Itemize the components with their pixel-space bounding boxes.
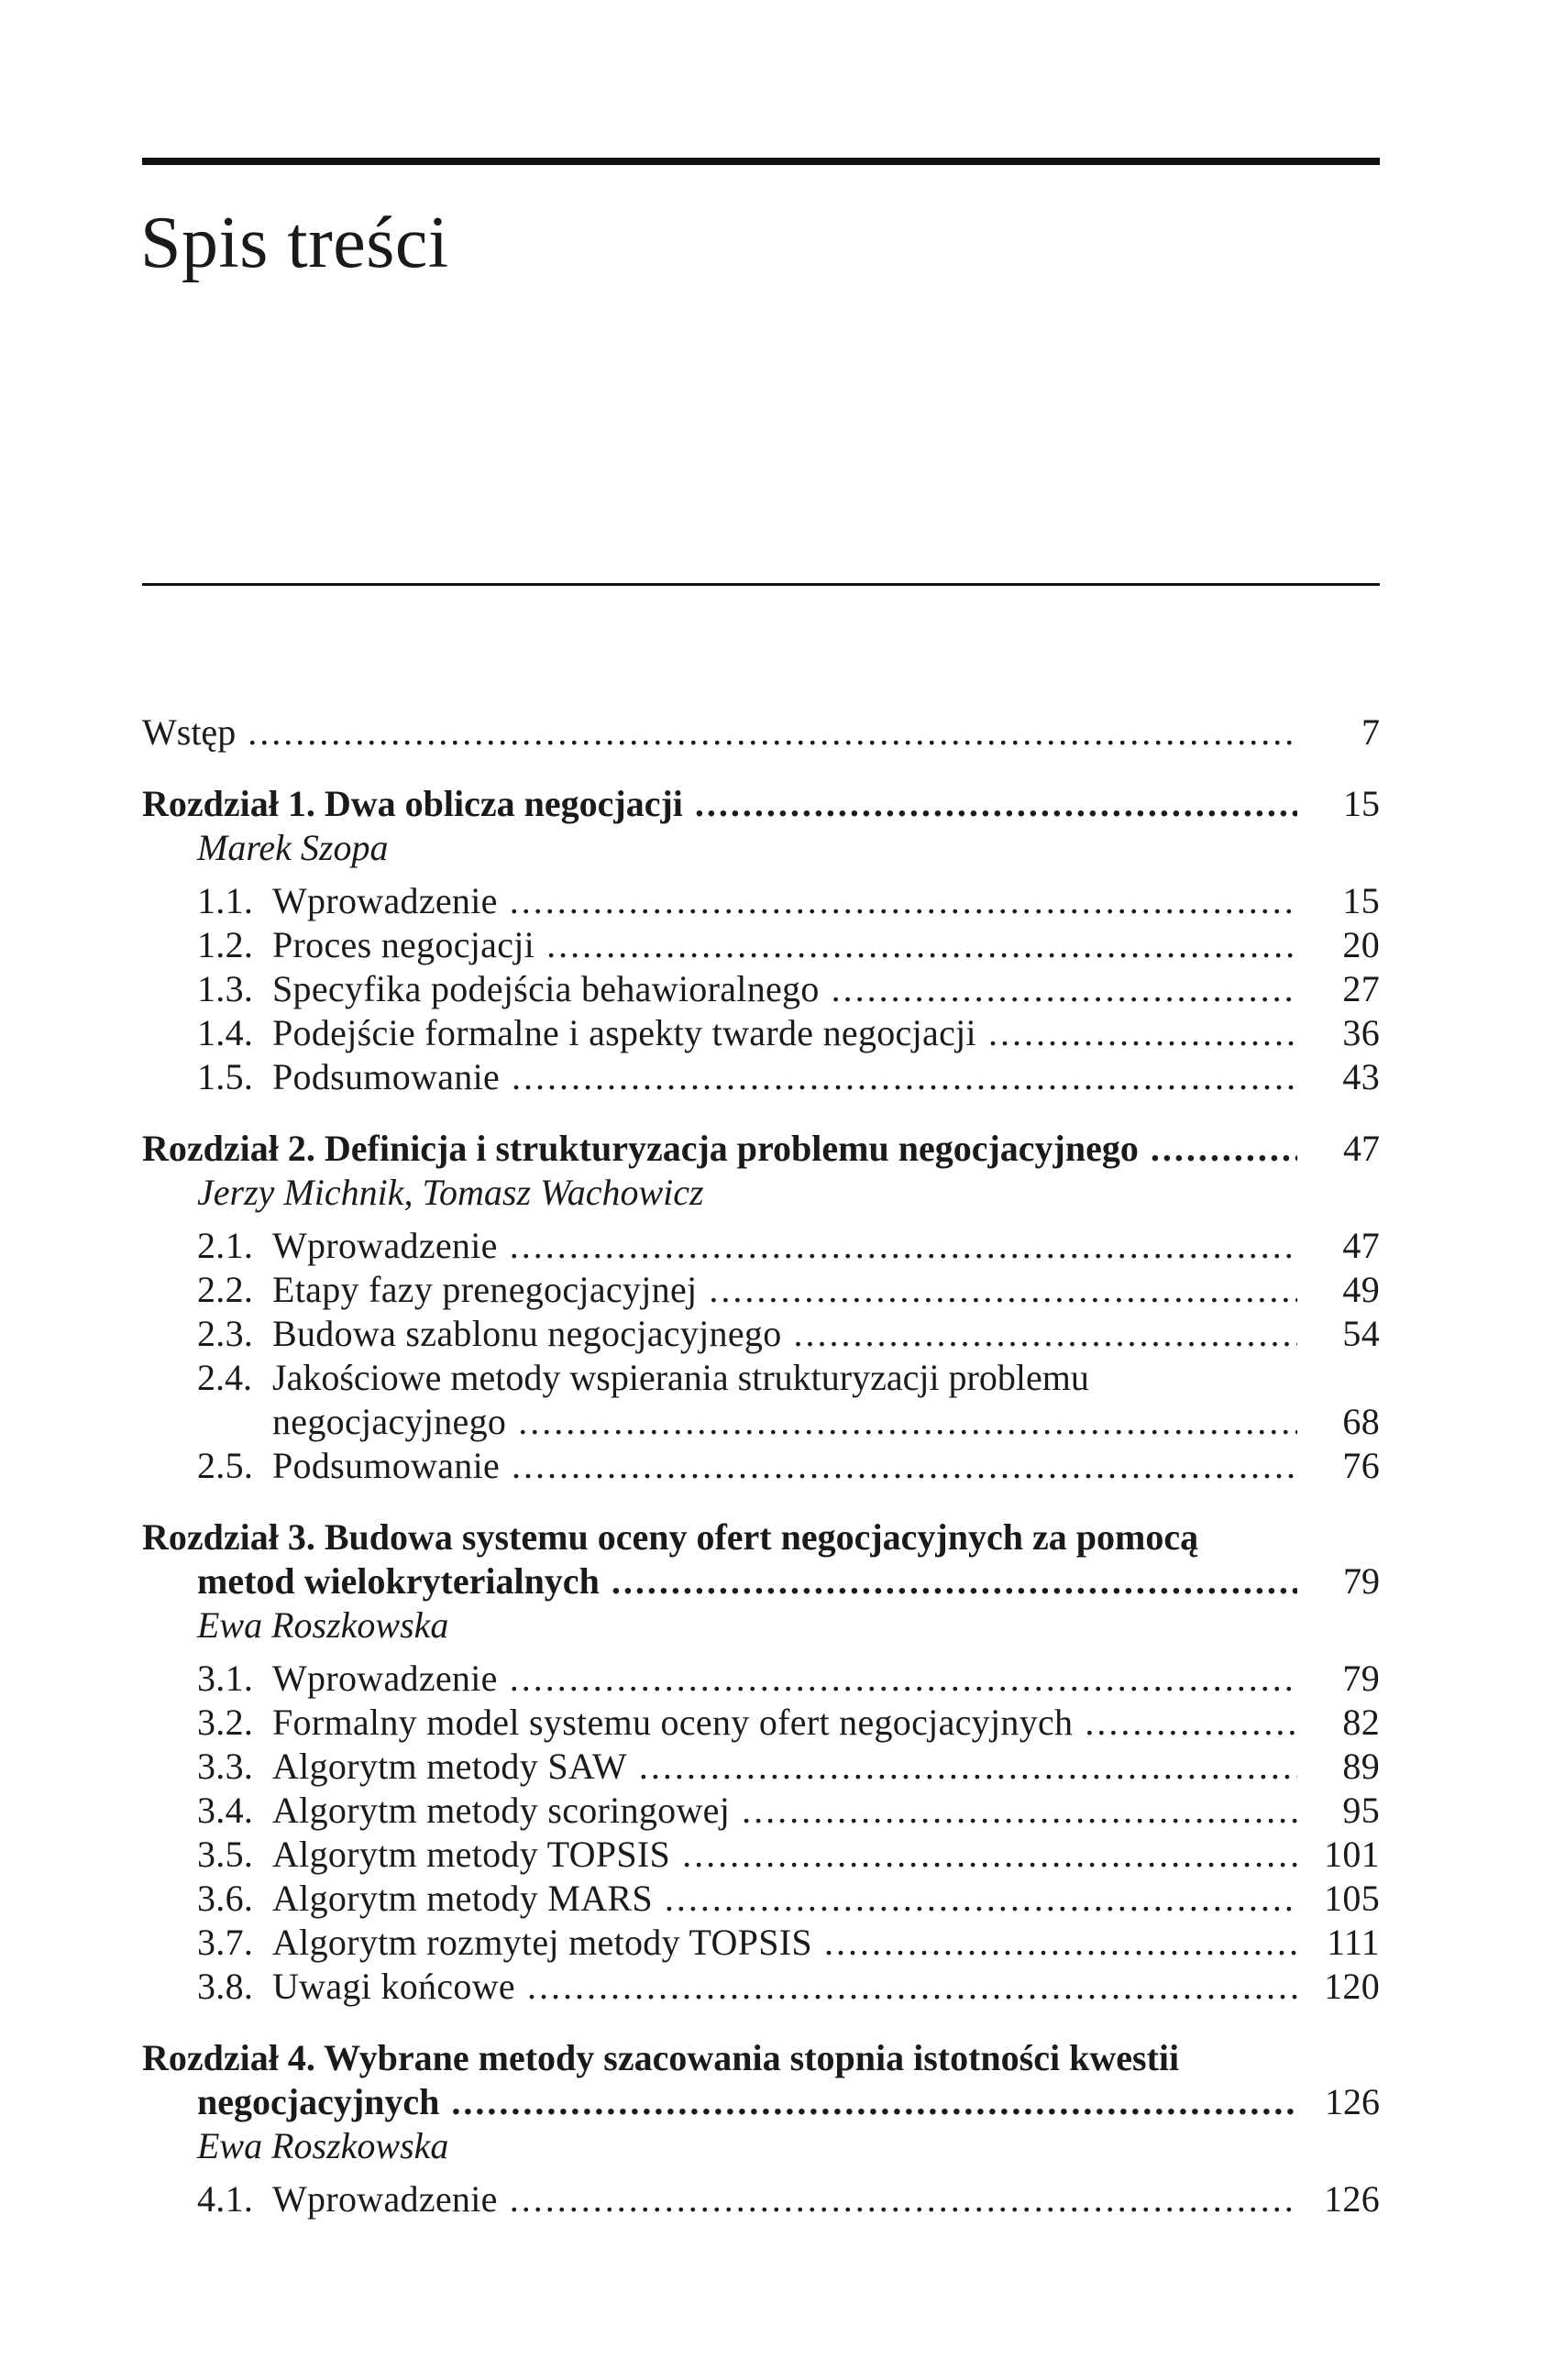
toc-label: Algorytm metody SAW	[272, 1746, 627, 1787]
toc-entry-section[interactable]	[142, 923, 1380, 967]
toc-page: 15	[1343, 783, 1380, 824]
section-number: 2.4.	[197, 1357, 252, 1398]
toc-page: 47	[1343, 1128, 1380, 1169]
toc-entry-section[interactable]	[142, 1444, 1380, 1488]
toc-label: Proces negocjacji	[272, 924, 535, 965]
toc-label: Algorytm rozmytej metody TOPSIS	[272, 1922, 812, 1963]
toc-entry-section[interactable]	[142, 1312, 1380, 1356]
toc-entry-section-line2[interactable]	[142, 1400, 1380, 1444]
section-number: 1.2.	[197, 924, 254, 965]
chapter-author: Marek Szopa	[197, 827, 389, 868]
section-number: 3.5.	[197, 1834, 254, 1875]
toc-entry-chapter-4-line1[interactable]	[142, 2036, 1380, 2080]
toc-entry-section[interactable]	[142, 1921, 1380, 1965]
section-number: 2.3.	[197, 1313, 254, 1354]
toc-label: Wprowadzenie	[272, 880, 498, 921]
toc-label: metod wielokryterialnych .....	[197, 1559, 1297, 1603]
section-number: 1.3.	[197, 968, 254, 1009]
chapter-author: Ewa Roszkowska	[197, 2125, 449, 2166]
toc-label: Jakościowe metody wspierania strukturyzacji problemu	[272, 1357, 1089, 1398]
toc-label: Rozdział 3. Budowa systemu oceny ofert negocjacyjnych za pomocą	[142, 1516, 1199, 1558]
toc-page: 15	[1342, 880, 1380, 921]
toc-label: Algorytm metody MARS	[272, 1878, 653, 1919]
toc-label: negocjacyjnego	[272, 1401, 507, 1442]
toc-entry-section[interactable]	[142, 1701, 1380, 1745]
toc-page: 54	[1342, 1313, 1380, 1354]
toc-entry-chapter-4-line2[interactable]	[142, 2080, 1380, 2124]
section-number: 2.1.	[197, 1225, 254, 1266]
toc-entry-chapter-3-line2[interactable]	[142, 1559, 1380, 1603]
toc-entry-section[interactable]	[142, 1745, 1380, 1789]
toc-label: Wstęp .....	[142, 711, 1297, 755]
toc-entry-chapter-3-line1[interactable]	[142, 1515, 1380, 1559]
section-number: 3.8.	[197, 1966, 254, 2007]
toc-entry-section[interactable]	[142, 1268, 1380, 1312]
toc-label: Budowa szablonu negocjacyjnego	[272, 1313, 782, 1354]
toc-entry-section[interactable]	[142, 1011, 1380, 1055]
toc-page: 79	[1342, 1658, 1380, 1699]
toc-label: Formalny model systemu oceny ofert negocjacyjnych	[272, 1702, 1074, 1743]
chapter-author: Jerzy Michnik, Tomasz Wachowicz	[197, 1172, 704, 1213]
toc-entry-section[interactable]	[142, 1224, 1380, 1268]
chapter-author: Ewa Roszkowska	[197, 1604, 449, 1646]
toc-entry-section[interactable]	[142, 1965, 1380, 2009]
toc-label: Wprowadzenie	[272, 1658, 498, 1699]
toc-entry-section[interactable]	[142, 1657, 1380, 1701]
toc-label: Rozdział 2. Definicja i strukturyzacja problemu negocjacyjnego .....	[142, 1127, 1297, 1171]
toc-page: 82	[1342, 1702, 1380, 1743]
toc-entry-chapter-1[interactable]	[142, 782, 1380, 826]
toc-page: 79	[1343, 1560, 1380, 1602]
toc-entry-section[interactable]	[142, 1877, 1380, 1921]
toc-entry-section[interactable]	[142, 1789, 1380, 1833]
toc-page: 105	[1324, 1878, 1380, 1919]
toc-page: 27	[1342, 968, 1380, 1009]
section-number: 3.3.	[197, 1746, 254, 1787]
toc-label: Podsumowanie	[272, 1445, 501, 1486]
toc-label: Podejście formalne i aspekty twarde negocjacji	[272, 1012, 976, 1053]
toc-entry-section[interactable]	[142, 967, 1380, 1011]
toc-label: Algorytm metody scoringowej	[272, 1790, 731, 1831]
section-number: 3.4.	[197, 1790, 254, 1831]
toc-page: 126	[1325, 2081, 1380, 2122]
toc-page: 47	[1342, 1225, 1380, 1266]
toc-page: 101	[1324, 1834, 1380, 1875]
section-number: 4.1.	[197, 2178, 254, 2220]
section-number: 1.5.	[197, 1056, 254, 1097]
toc-label: Rozdział 4. Wybrane metody szacowania stopnia istotności kwestii	[142, 2037, 1180, 2078]
toc-label: Etapy fazy prenegocjacyjnej	[272, 1269, 698, 1310]
toc-page: 7	[1361, 711, 1380, 753]
toc-label: Rozdział 1. Dwa oblicza negocjacji .....	[142, 782, 1297, 826]
toc-page: 49	[1342, 1269, 1380, 1310]
toc-label: Specyfika podejścia behawioralnego	[272, 968, 820, 1009]
toc-page: 126	[1324, 2178, 1380, 2220]
toc-page: 20	[1342, 924, 1380, 965]
section-number: 3.2.	[197, 1702, 254, 1743]
section-number: 3.7.	[197, 1922, 254, 1963]
toc-page: 43	[1342, 1056, 1380, 1097]
toc-page: 76	[1342, 1445, 1380, 1486]
toc-page: 68	[1342, 1401, 1380, 1442]
toc-entry-section[interactable]	[142, 2177, 1380, 2221]
toc-page: 89	[1342, 1746, 1380, 1787]
toc-entry-section-line1[interactable]	[142, 1356, 1380, 1400]
section-number: 1.1.	[197, 880, 254, 921]
toc-entry-section[interactable]	[142, 1833, 1380, 1877]
toc-label: Podsumowanie	[272, 1056, 501, 1097]
toc-page: 111	[1327, 1922, 1380, 1963]
top-rule	[142, 158, 1380, 165]
toc-entry-section[interactable]	[142, 1055, 1380, 1099]
toc-page: 36	[1342, 1012, 1380, 1053]
title-underline	[142, 583, 1380, 586]
toc-label: Uwagi końcowe	[272, 1966, 515, 2007]
toc-page: 120	[1324, 1966, 1380, 2007]
toc-label: Wprowadzenie	[272, 2178, 498, 2220]
section-number: 1.4.	[197, 1012, 254, 1053]
section-number: 3.1.	[197, 1658, 254, 1699]
table-of-contents	[142, 711, 1380, 2221]
section-number: 2.2.	[197, 1269, 254, 1310]
toc-label: Wprowadzenie	[272, 1225, 498, 1266]
section-number: 3.6.	[197, 1878, 254, 1919]
section-number: 2.5.	[197, 1445, 254, 1486]
toc-entry-section[interactable]	[142, 879, 1380, 923]
toc-page: 95	[1342, 1790, 1380, 1831]
toc-label: Algorytm metody TOPSIS	[272, 1834, 671, 1875]
page-title: Spis treści	[140, 203, 449, 283]
toc-entry-chapter-2[interactable]	[142, 1127, 1380, 1171]
toc-label: negocjacyjnych .....	[197, 2080, 1297, 2124]
toc-entry-intro[interactable]	[142, 711, 1380, 755]
